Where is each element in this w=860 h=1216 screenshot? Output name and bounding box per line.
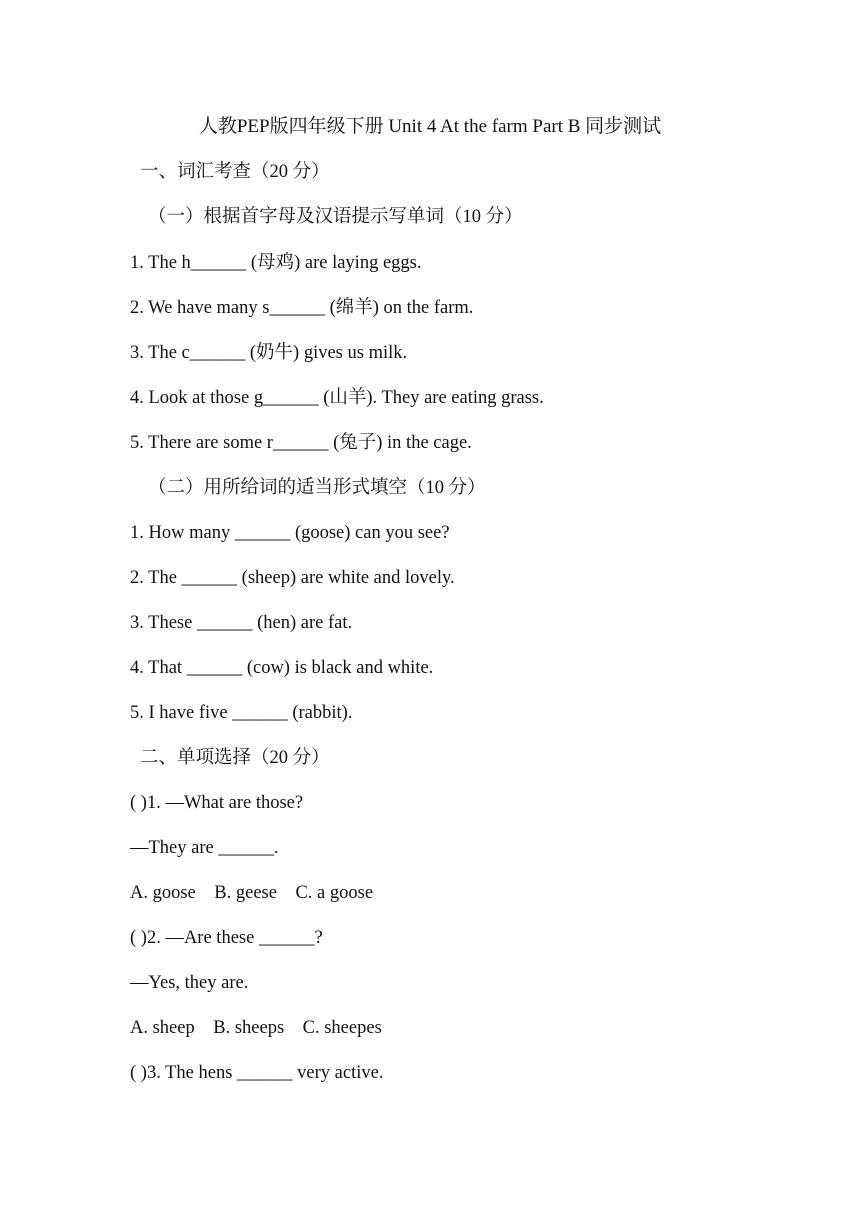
section-1-heading: 一、词汇考查（20 分）: [140, 162, 330, 182]
part-2-heading: （二）用所给词的适当形式填空（10 分）: [148, 478, 486, 498]
form-item-4: 4. That ______ (cow) is black and white.: [130, 658, 434, 678]
part-1-heading: （一）根据首字母及汉语提示写单词（10 分）: [148, 207, 523, 227]
vocab-item-3: 3. The c______ (奶牛) gives us milk.: [130, 343, 408, 363]
choice-q3: ( )3. The hens ______ very active.: [130, 1063, 384, 1083]
vocab-item-1: 1. The h______ (母鸡) are laying eggs.: [130, 253, 422, 273]
form-item-5: 5. I have five ______ (rabbit).: [130, 703, 353, 723]
choice-q2: ( )2. —Are these ______?: [130, 928, 323, 948]
choice-q1-answer-line: —They are ______.: [130, 838, 279, 858]
section-2-heading: 二、单项选择（20 分）: [140, 748, 330, 768]
form-item-3: 3. These ______ (hen) are fat.: [130, 613, 353, 633]
vocab-item-5: 5. There are some r______ (兔子) in the cage.: [130, 433, 472, 453]
form-item-1: 1. How many ______ (goose) can you see?: [130, 523, 450, 543]
vocab-item-2: 2. We have many s______ (绵羊) on the farm.: [130, 298, 474, 318]
document-title: 人教PEP版四年级下册 Unit 4 At the farm Part B 同步测试: [198, 116, 662, 137]
choice-q1: ( )1. —What are those?: [130, 793, 304, 813]
choice-q2-options: A. sheep B. sheeps C. sheepes: [130, 1018, 382, 1038]
vocab-item-4: 4. Look at those g______ (山羊). They are eating grass.: [130, 388, 544, 408]
choice-q1-options: A. goose B. geese C. a goose: [130, 883, 374, 903]
form-item-2: 2. The ______ (sheep) are white and lovely.: [130, 568, 455, 588]
choice-q2-answer-line: —Yes, they are.: [130, 973, 249, 993]
